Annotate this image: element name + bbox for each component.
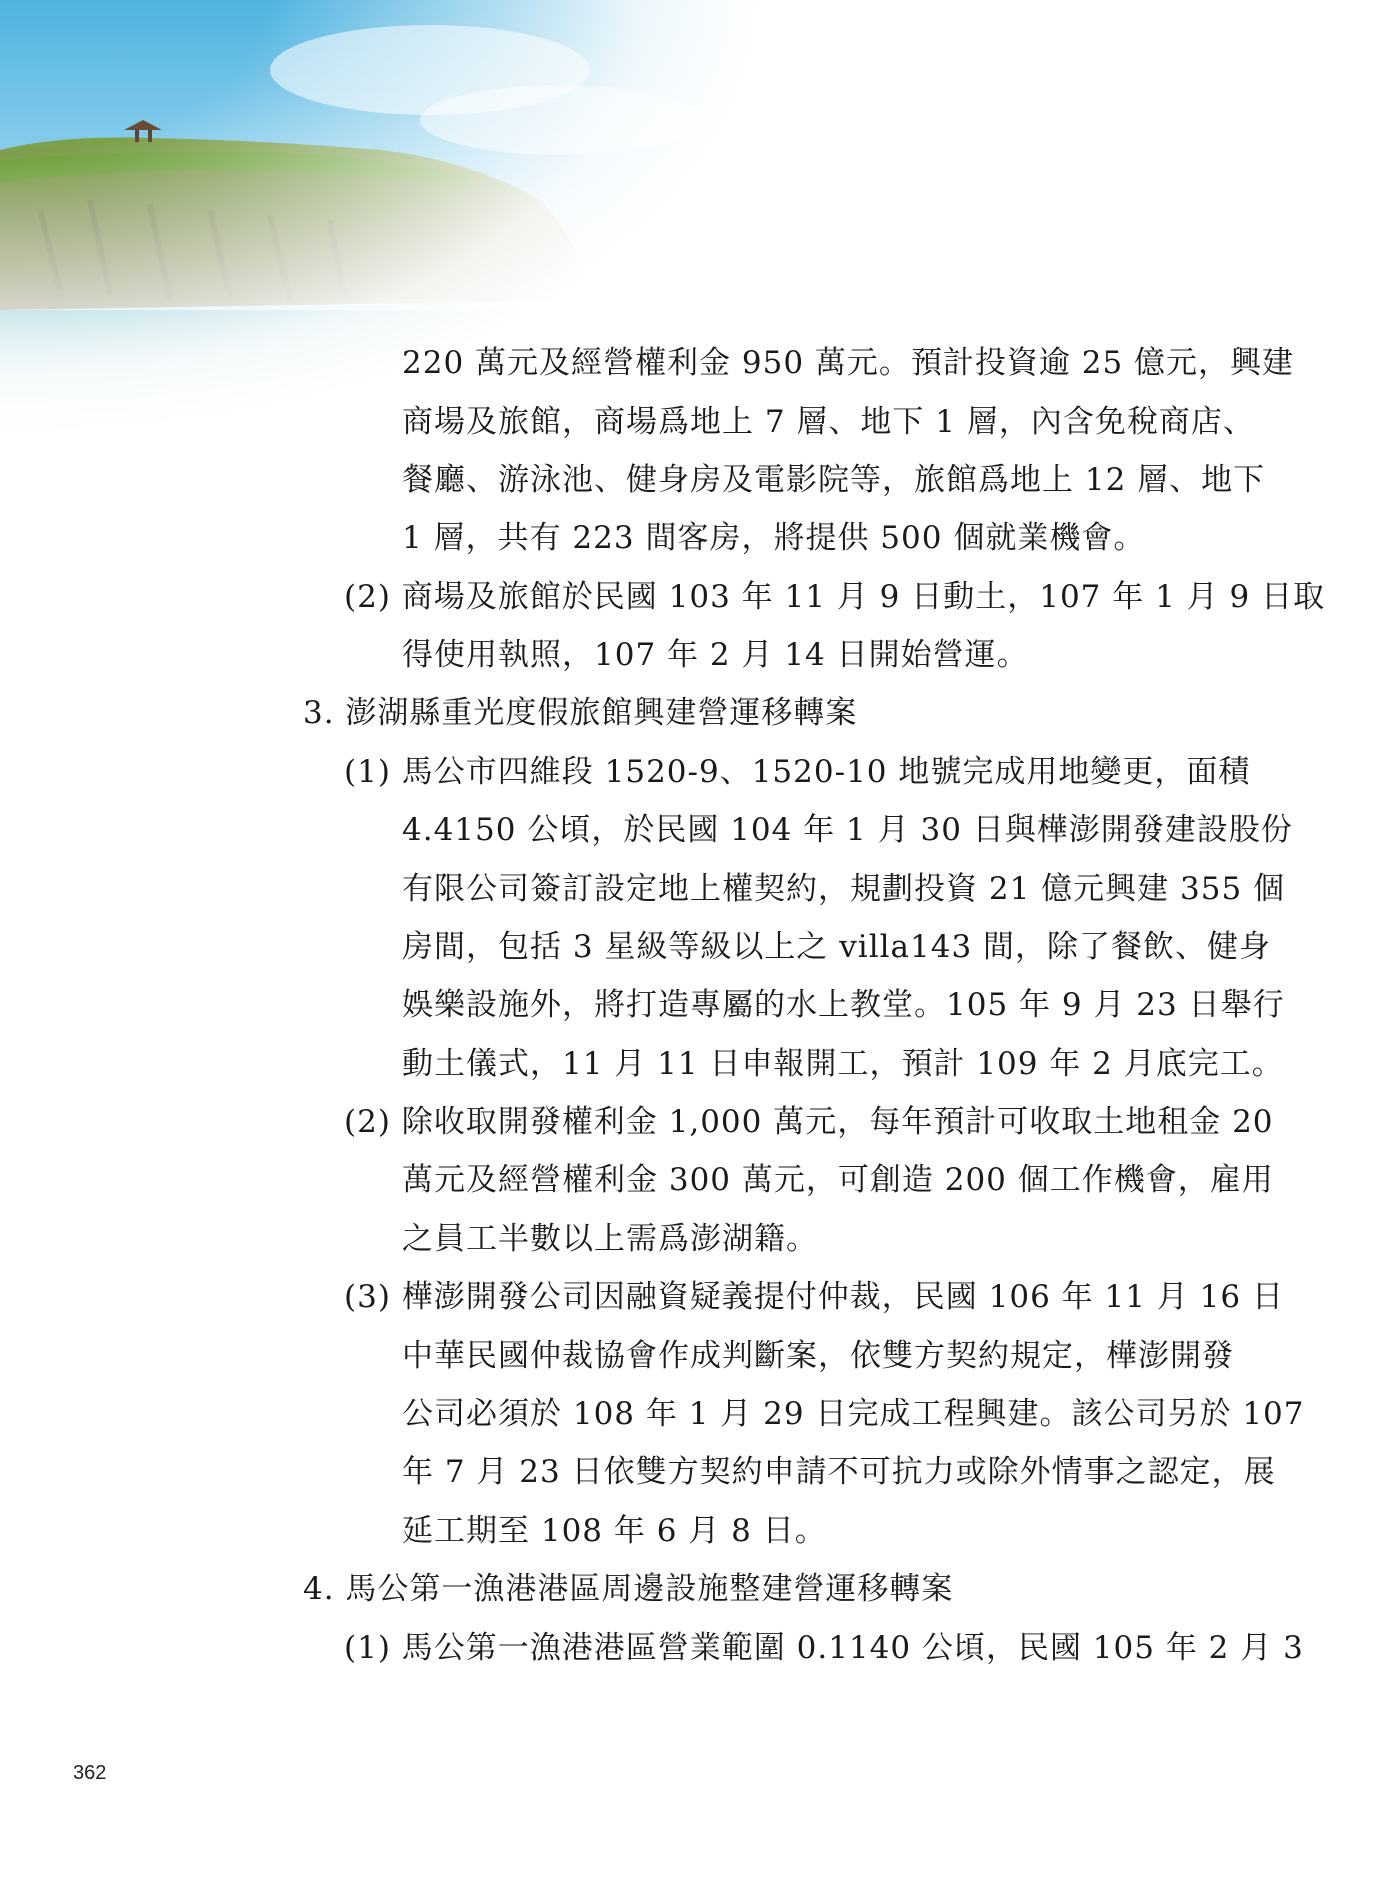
paragraph-line: 房間，包括 3 星級等級以上之 villa143 間，除了餐飲、健身	[402, 929, 1272, 965]
list-item: (2) 除收取開發權利金 1,000 萬元，每年預計可收取土地租金 20	[344, 1104, 1274, 1140]
paragraph-line: 1 層，共有 223 間客房，將提供 500 個就業機會。	[402, 520, 1146, 556]
paragraph-line: 年 7 月 23 日依雙方契約申請不可抗力或除外情事之認定，展	[402, 1454, 1276, 1490]
paragraph-line: 動土儀式，11 月 11 日申報開工，預計 109 年 2 月底完工。	[402, 1046, 1284, 1082]
paragraph-line: 中華民國仲裁協會作成判斷案，依雙方契約規定，樺澎開發	[402, 1338, 1234, 1374]
list-item: (1) 馬公市四維段 1520-9、1520-10 地號完成用地變更，面積	[344, 754, 1251, 790]
paragraph-line: 餐廳、游泳池、健身房及電影院等，旅館爲地上 12 層、地下	[402, 462, 1266, 498]
list-item: (2) 商場及旅館於民國 103 年 11 月 9 日動土，107 年 1 月 9 日取	[344, 579, 1326, 615]
paragraph-line: 220 萬元及經營權利金 950 萬元。預計投資逾 25 億元，興建	[402, 345, 1295, 381]
paragraph-line: 得使用執照，107 年 2 月 14 日開始營運。	[402, 637, 1029, 673]
list-item: (1) 馬公第一漁港港區營業範圍 0.1140 公頃，民國 105 年 2 月 3	[344, 1630, 1304, 1666]
paragraph-line: 萬元及經營權利金 300 萬元，可創造 200 個工作機會，雇用	[402, 1162, 1274, 1198]
paragraph-line: 公司必須於 108 年 1 月 29 日完成工程興建。該公司另於 107	[402, 1396, 1305, 1432]
list-item: (3) 樺澎開發公司因融資疑義提付仲裁，民國 106 年 11 月 16 日	[344, 1279, 1284, 1315]
paragraph-line: 娛樂設施外，將打造專屬的水上教堂。105 年 9 月 23 日舉行	[402, 987, 1285, 1023]
paragraph-line: 延工期至 108 年 6 月 8 日。	[402, 1513, 827, 1549]
paragraph-line: 商場及旅館，商場爲地上 7 層、地下 1 層，內含免稅商店、	[402, 404, 1255, 440]
paragraph-line: 有限公司簽訂設定地上權契約，規劃投資 21 億元興建 355 個	[402, 871, 1286, 907]
section-heading: 4. 馬公第一漁港港區周邊設施整建營運移轉案	[303, 1571, 954, 1607]
paragraph-line: 4.4150 公頃，於民國 104 年 1 月 30 日與樺澎開發建設股份	[402, 812, 1293, 848]
section-heading: 3. 澎湖縣重光度假旅館興建營運移轉案	[303, 695, 858, 731]
paragraph-line: 之員工半數以上需爲澎湖籍。	[402, 1221, 818, 1257]
page-number: 362	[73, 1762, 107, 1784]
